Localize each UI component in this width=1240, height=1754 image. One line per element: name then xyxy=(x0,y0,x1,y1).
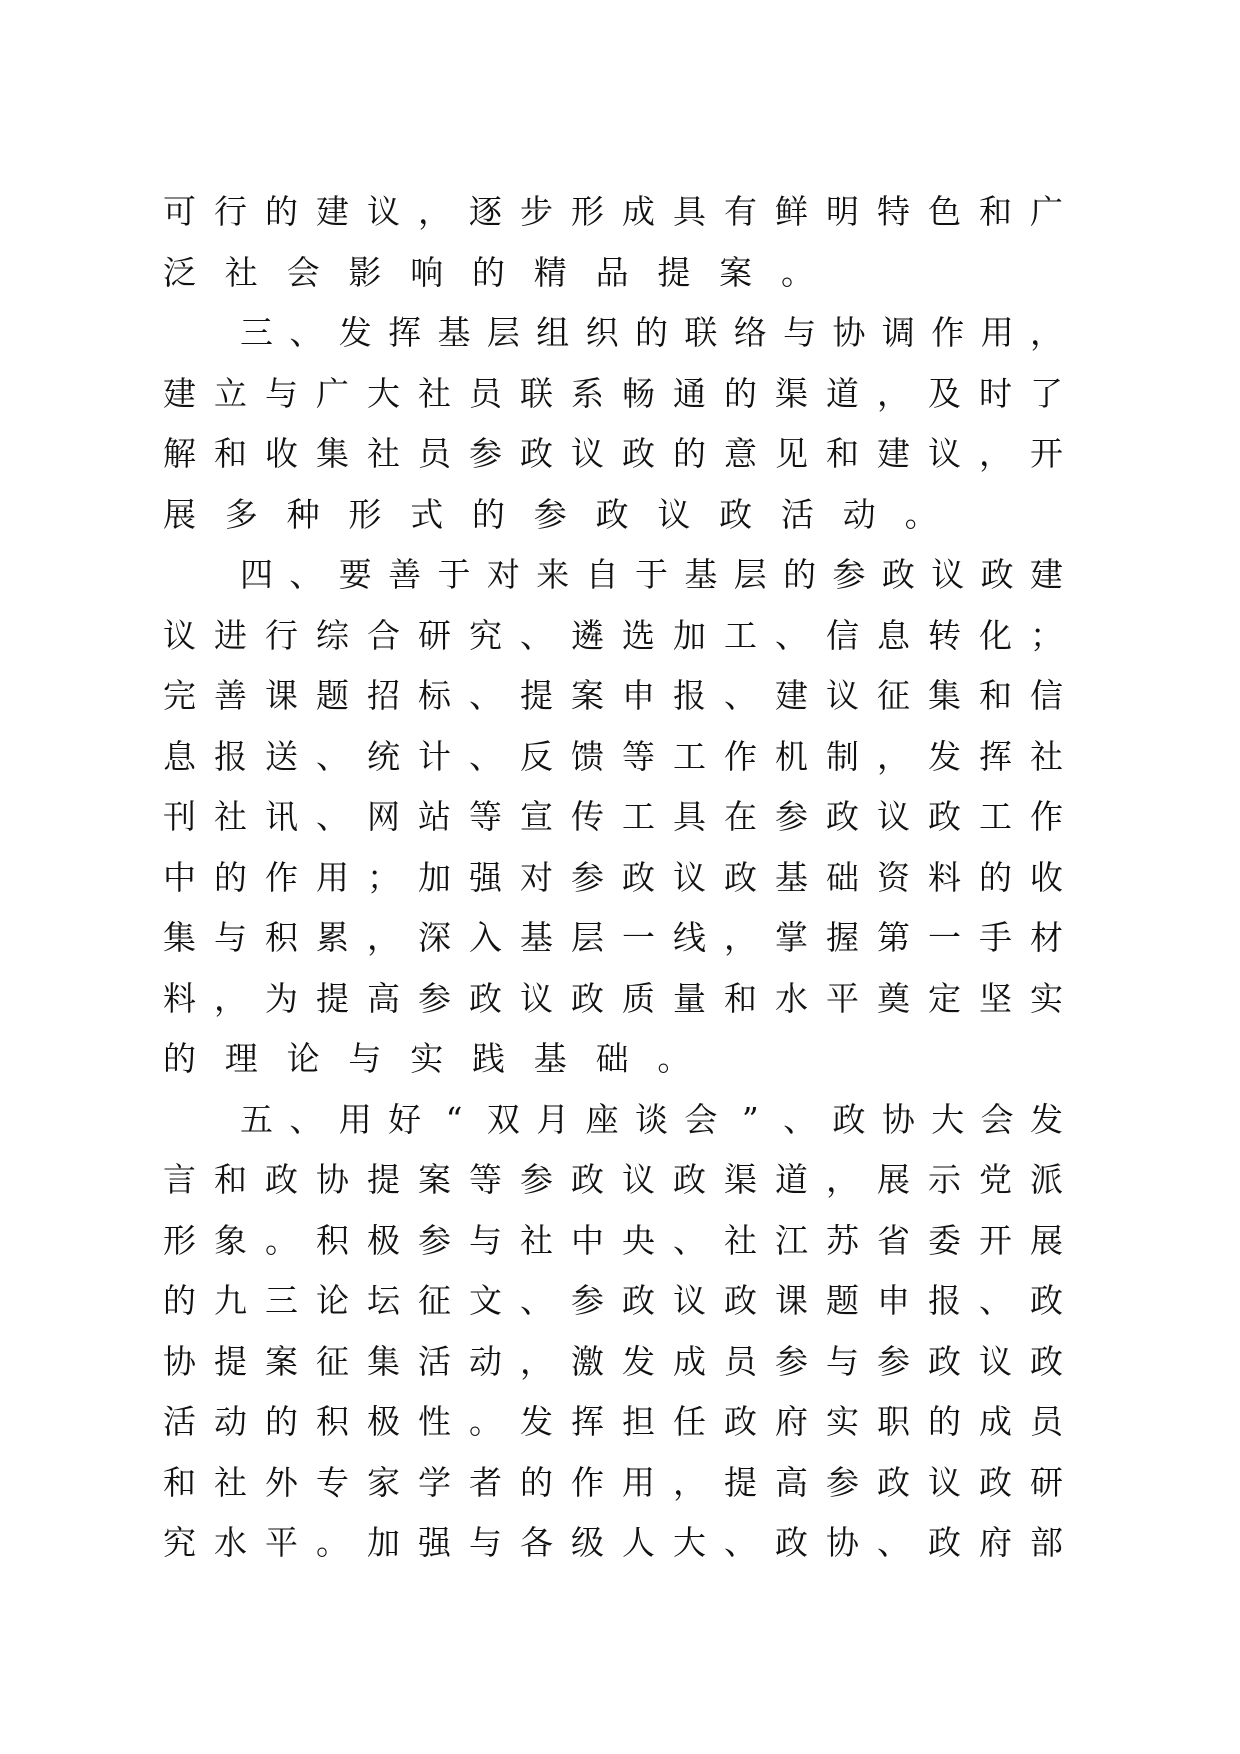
text-line: 展 多 种 形 式 的 参 政 议 政 活 动 。 xyxy=(163,494,938,534)
text-line: 形 象 。 积 极 参 与 社 中 央 、 社 江 苏 省 委 开 展 xyxy=(163,1220,1063,1260)
text-line: 的 理 论 与 实 践 基 础 。 xyxy=(163,1039,691,1078)
text-line: 究 水 平 。 加 强 与 各 级 人 大 、 政 协 、 政 府 部 xyxy=(163,1523,1063,1562)
text-line: 泛 社 会 影 响 的 精 品 提 案 。 xyxy=(163,252,814,292)
text-line: 料 ， 为 提 高 参 政 议 政 质 量 和 水 平 奠 定 坚 实 xyxy=(163,978,1063,1018)
text-line: 活 动 的 积 极 性 。 发 挥 担 任 政 府 实 职 的 成 员 xyxy=(163,1402,1063,1441)
text-line: 息 报 送 、 统 计 、 反 馈 等 工 作 机 制 ， 发 挥 社 xyxy=(163,736,1063,776)
paragraph-start-line: 三 、 发 挥 基 层 组 织 的 联 络 与 协 调 作 用 ， xyxy=(240,313,1063,352)
text-line: 言 和 政 协 提 案 等 参 政 议 政 渠 道 ， 展 示 党 派 xyxy=(163,1160,1063,1199)
text-line: 建 立 与 广 大 社 员 联 系 畅 通 的 渠 道 ， 及 时 了 xyxy=(163,373,1063,413)
text-line: 集 与 积 累 ， 深 入 基 层 一 线 ， 掌 握 第 一 手 材 xyxy=(163,918,1063,957)
text-line: 协 提 案 征 集 活 动 ， 激 发 成 员 参 与 参 政 议 政 xyxy=(163,1341,1063,1381)
paragraph-start-line: 五 、 用 好 “ 双 月 座 谈 会 ” 、 政 协 大 会 发 xyxy=(240,1099,1063,1139)
text-line: 的 九 三 论 坛 征 文 、 参 政 议 政 课 题 申 报 、 政 xyxy=(163,1281,1063,1320)
text-line: 刊 社 讯 、 网 站 等 宣 传 工 具 在 参 政 议 政 工 作 xyxy=(163,797,1063,836)
text-line: 议 进 行 综 合 研 究 、 遴 选 加 工 、 信 息 转 化 ； xyxy=(163,615,1063,655)
text-line: 可 行 的 建 议 ， 逐 步 形 成 具 有 鲜 明 特 色 和 广 xyxy=(163,192,1063,231)
text-line: 和 社 外 专 家 学 者 的 作 用 ， 提 高 参 政 议 政 研 xyxy=(163,1462,1063,1502)
paragraph-start-line: 四 、 要 善 于 对 来 自 于 基 层 的 参 政 议 政 建 xyxy=(240,555,1063,594)
text-line: 完 善 课 题 招 标 、 提 案 申 报 、 建 议 征 集 和 信 xyxy=(163,676,1063,715)
text-line: 中 的 作 用 ； 加 强 对 参 政 议 政 基 础 资 料 的 收 xyxy=(163,857,1063,897)
text-line: 解 和 收 集 社 员 参 政 议 政 的 意 见 和 建 议 ， 开 xyxy=(163,434,1063,473)
document-body xyxy=(163,182,1063,1574)
